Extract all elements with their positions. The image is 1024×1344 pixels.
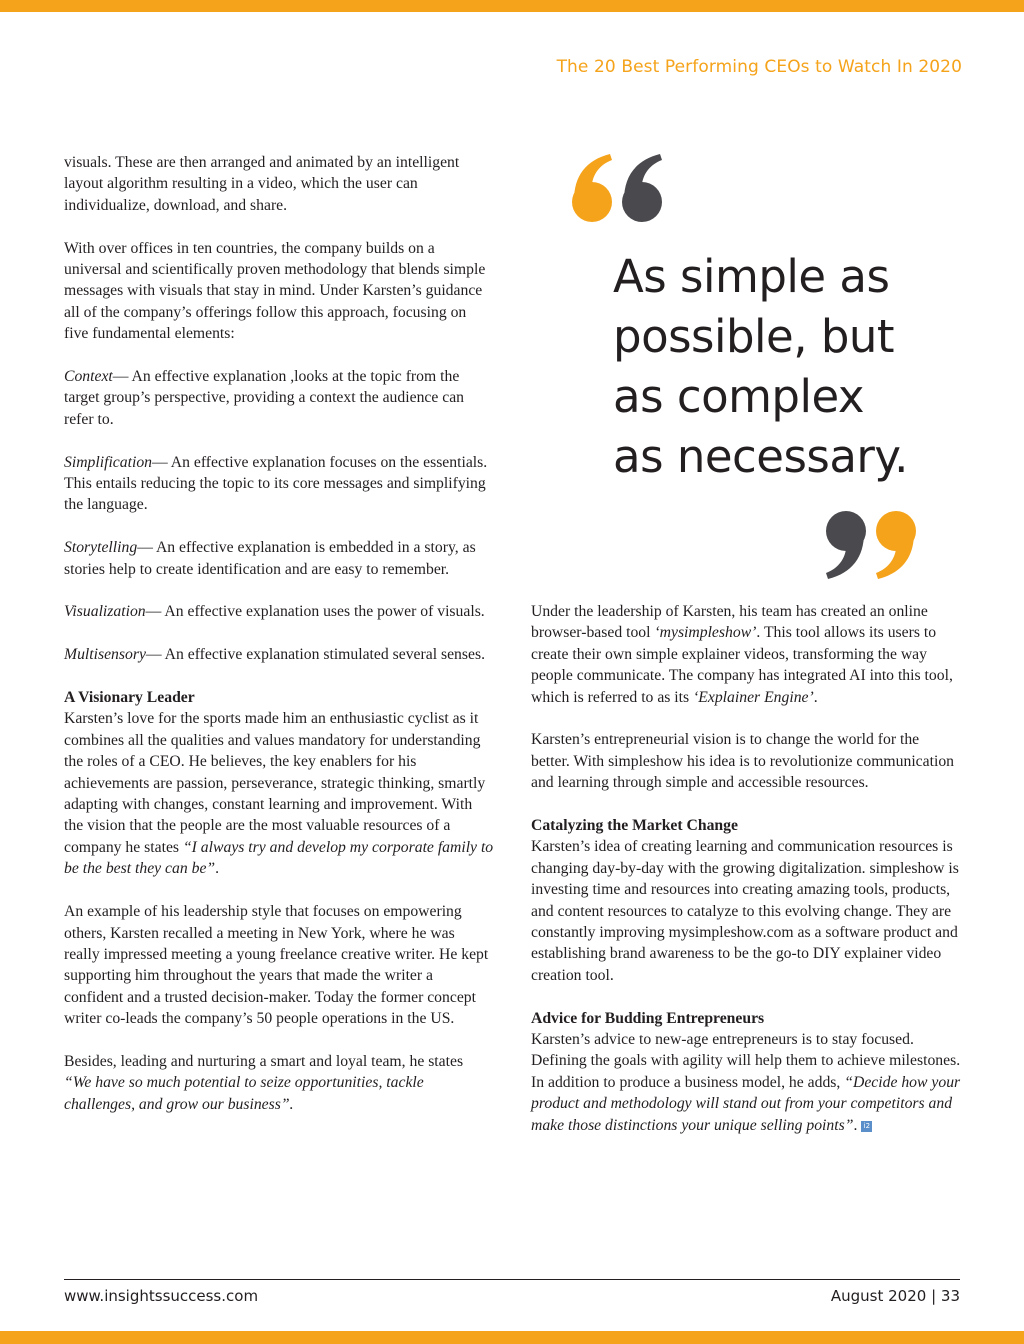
element-text: — An effective explanation stimulated several senses.	[145, 646, 485, 664]
paragraph: visuals. These are then arranged and animated by an intelligent layout algorithm resulting in a video, which the user can individualize, download, and share.	[64, 154, 460, 214]
paragraph: Under the leadership of Karsten, his team has created an online browser-based tool ‘mysimpleshow’. This tool allows its users to create their own simple explainer videos, transforming the way people communicate. The company has integrated AI into this tool, which is referred to as its ‘Explainer Engine’.	[531, 603, 953, 706]
left-column	[64, 152, 494, 1137]
element-term: Multisensory	[64, 646, 146, 664]
right-column	[531, 601, 961, 1158]
pull-quote-line: as complex	[613, 370, 865, 423]
quote-text: “We have so much potential to seize opportunities, tackle challenges, and grow our business”.	[64, 1074, 424, 1113]
pull-quote-line: possible, but	[613, 310, 895, 363]
opening-quote-icon	[570, 150, 670, 228]
element-text: — An effective explanation ,looks at the topic from the target group’s perspective, providing a context the audience can refer to.	[64, 368, 465, 428]
section-body: Karsten’s advice to new-age entrepreneurs is to stay focused. Defining the goals with agility will help them to achieve milestones. In addition to produce a business model, he adds, “Decide how your product and methodology will stand out from your competitors and make those distinctions your unique selling points”. i2	[531, 1031, 961, 1134]
paragraph: With over offices in ten countries, the company builds on a universal and scientifically proven methodology that blends simple messages with visuals that stay in mind. Under Karsten’s guidance all of the company’s offerings follow this approach, focusing on five fundamental elements:	[64, 239, 486, 343]
footer-website: www.insightssuccess.com	[64, 1287, 259, 1305]
quote-text: “Decide how your product and methodology will stand out from your competitors and make those distinctions your unique selling points”	[531, 1073, 961, 1134]
element-multisensory	[64, 644, 494, 665]
section-body: Karsten’s idea of creating learning and communication resources is changing day-by-day with the growing digitalization. simpleshow is investing time and resources into creating amazing tools, products, and content resources to catalyze to this evolving change. They are constantly improving mysimpleshow.com as a software product and establishing brand awareness to be the go-to DIY explainer video creation tool.	[531, 838, 959, 984]
engine-name: ‘Explainer Engine’	[693, 688, 814, 706]
element-visualization	[64, 601, 494, 622]
tool-name: ‘mysimpleshow’	[654, 624, 757, 642]
pull-quote-line: As simple as	[613, 250, 890, 303]
paragraph: Karsten’s entrepreneurial vision is to change the world for the better. With simpleshow his idea is to revolutionize communication and learning through simple and accessible resources.	[531, 731, 955, 792]
footer-page-info: August 2020 | 33	[830, 1287, 960, 1305]
section-heading: A Visionary Leader	[64, 689, 195, 707]
bottom-accent-bar	[0, 1331, 1024, 1344]
footer-divider	[64, 1279, 960, 1280]
element-context	[64, 366, 494, 430]
closing-quote-icon	[818, 505, 918, 583]
quote-text: “I always try and develop my corporate family to be the best they can be”	[64, 838, 494, 878]
section-body: Karsten’s love for the sports made him an enthusiastic cyclist as it combines all the qualities and values mandatory for understanding the roles of a CEO. He believes, the key enablers for his achievements are passion, perseverance, strategic thinking, smartly adapting with changes, constant learning and improvement. With the vision that the people are the most valuable resources of a company he states “I always try and develop my corporate family to be the best they can be”.	[64, 710, 494, 878]
section-heading: Advice for Budding Entrepreneurs	[531, 1009, 765, 1027]
element-term: Context	[64, 368, 113, 386]
element-text: — An effective explanation uses the power of visuals.	[145, 603, 485, 621]
paragraph: An example of his leadership style that focuses on empowering others, Karsten recalled a meeting in New York, where he was really impressed meeting a young freelance creative writer. He kept supporting him throughout the years that made the writer a confident and a trusted decision-maker. Today the former concept writer co-leads the company’s 50 people operations in the US.	[64, 903, 489, 1028]
pull-quote-line: as necessary.	[613, 430, 908, 483]
magazine-header-title: The 20 Best Performing CEOs to Watch In 2020	[556, 57, 962, 77]
element-simplification	[64, 452, 494, 516]
element-text: — An effective explanation focuses on the essentials. This entails reducing the topic to its core messages and simplifying the language.	[64, 453, 488, 514]
top-accent-bar	[0, 0, 1024, 12]
element-storytelling	[64, 537, 494, 580]
section-heading: Catalyzing the Market Change	[531, 817, 738, 835]
paragraph: Besides, leading and nurturing a smart and loyal team, he states “We have so much potential to seize opportunities, tackle challenges, and grow our business”.	[64, 1052, 464, 1113]
pull-quote	[613, 247, 973, 487]
element-term: Storytelling	[64, 539, 138, 557]
element-term: Simplification	[64, 453, 153, 471]
end-mark-icon: i2	[861, 1121, 872, 1132]
element-term: Visualization	[64, 603, 146, 621]
element-text: — An effective explanation is embedded in a story, as stories help to create identification and are easy to remember.	[64, 539, 476, 578]
